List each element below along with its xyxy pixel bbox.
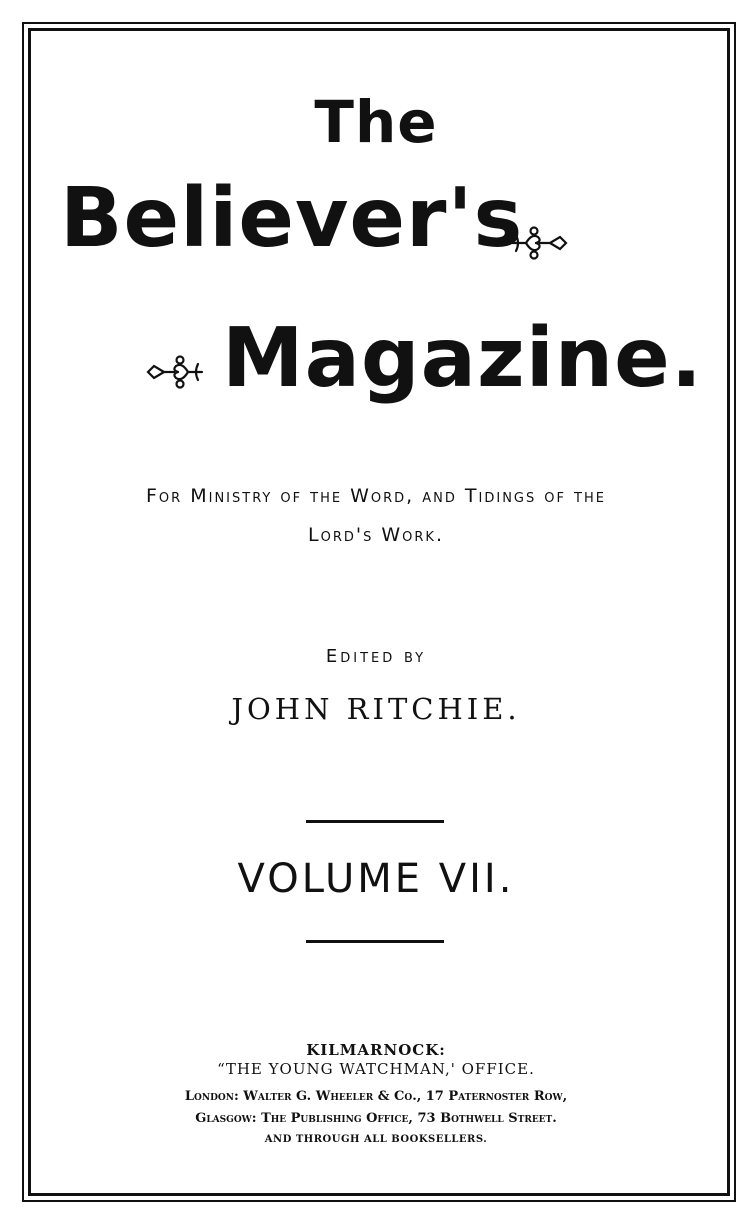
subtitle-line-2: Lord's Work. <box>308 524 444 546</box>
imprint-london: London: Walter G. Wheeler & Co., 17 Paternoster Row, <box>184 1089 568 1104</box>
imprint-office: “THE YOUNG WATCHMAN,' OFFICE. <box>217 1060 535 1078</box>
editor-name: JOHN RITCHIE. <box>231 692 521 726</box>
divider-bottom <box>306 940 444 943</box>
imprint-glasgow: Glasgow: The Publishing Office, 73 Bothwell Street. <box>195 1111 557 1126</box>
imprint-booksellers: AND THROUGH ALL BOOKSELLERS. <box>264 1134 488 1145</box>
edited-by-label: Edited by <box>325 646 427 667</box>
fleuron-ornament-icon <box>144 354 206 394</box>
imprint-city: KILMARNOCK: <box>306 1041 446 1059</box>
title-the: The <box>314 88 438 156</box>
volume-number: VOLUME VII. <box>237 856 515 902</box>
subtitle-line-1: For Ministry of the Word, and Tidings of the <box>146 485 606 507</box>
title-believers: Believer's <box>60 171 524 266</box>
title-magazine: Magazine. <box>222 311 703 406</box>
fleuron-ornament-icon <box>508 225 570 265</box>
divider-top <box>306 820 444 823</box>
